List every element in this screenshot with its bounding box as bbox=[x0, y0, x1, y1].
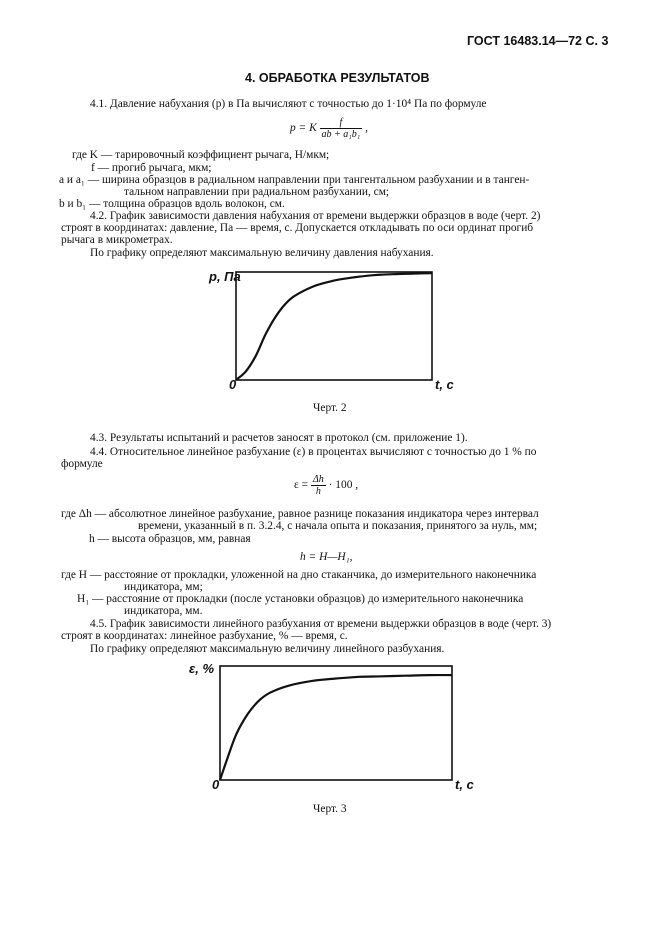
definition-k: где K — тарировочный коэффициент рычага, Н/мкм; bbox=[72, 149, 330, 161]
chart3-y-axis-label: ε, % bbox=[189, 661, 215, 676]
chart3-series-line-0 bbox=[220, 675, 452, 780]
definition-h: h — высота образцов, мм, равная bbox=[89, 533, 251, 545]
chart2-caption: Черт. 2 bbox=[313, 402, 347, 414]
definition-h1: H₁ — расстояние от прокладки (после установки образцов) до измерительного наконечника bbox=[77, 593, 524, 605]
paragraph-4-5-note: По графику определяют максимальную величину линейного разбухания. bbox=[90, 643, 445, 655]
formula-lhs: p = K bbox=[290, 122, 317, 135]
chart3-x-axis-label: t, с bbox=[455, 777, 474, 792]
definition-h1-cont: индикатора, мм. bbox=[124, 605, 203, 617]
paragraph-4-1: 4.1. Давление набухания (p) в Па вычисляют с точностью до 1·10⁴ Па по формуле bbox=[90, 98, 487, 110]
definition-delta-h-cont: времени, указанный в п. 3.2.4, с начала опыта и показания, принятого за нуль, мм; bbox=[138, 520, 538, 532]
paragraph-4-2-line2: строят в координатах: давление, Па — время, с. Допускается откладывать по оси ординат прогиб bbox=[61, 222, 534, 234]
section-title: 4. ОБРАБОТКА РЕЗУЛЬТАТОВ bbox=[245, 71, 430, 85]
formula2-tail: · 100 , bbox=[328, 479, 359, 492]
chart3-origin-label: 0 bbox=[212, 777, 220, 792]
formula-tail: , bbox=[365, 122, 368, 135]
definition-f: f — прогиб рычага, мкм; bbox=[91, 162, 212, 174]
formula2-denominator: h bbox=[315, 486, 321, 497]
chart2-origin-label: 0 bbox=[229, 377, 237, 392]
paragraph-4-4-line1: 4.4. Относительное линейное разбухание (ε) в процентах вычисляют с точностью до 1 % по bbox=[90, 446, 537, 458]
definition-big-h: где H — расстояние от прокладки, уложенной на дно стаканчика, до измерительного наконечника bbox=[61, 569, 537, 581]
paragraph-4-2-line3: рычага в микрометрах. bbox=[61, 234, 173, 246]
paragraph-4-4-line2: формуле bbox=[61, 458, 103, 470]
definition-big-h-cont: индикатора, мм; bbox=[124, 581, 203, 593]
formula2-lhs: ε = bbox=[294, 479, 309, 492]
paragraph-4-5-line1: 4.5. График зависимости линейного разбухания от времени выдержки образцов в воде (черт. 3) bbox=[90, 618, 552, 630]
definition-a: a и a₁ — ширина образцов в радиальном направлении при тангентальном разбухании и в танген- bbox=[59, 174, 530, 186]
definition-delta-h: где Δh — абсолютное линейное разбухание, равное разнице показания индикатора через интервал bbox=[61, 508, 539, 520]
paragraph-4-3: 4.3. Результаты испытаний и расчетов заносят в протокол (см. приложение 1). bbox=[90, 432, 468, 444]
formula-h: h = H—H₁, bbox=[300, 551, 353, 563]
definition-b: b и b₁ — толщина образцов вдоль волокон, см. bbox=[59, 198, 285, 210]
chart3-caption: Черт. 3 bbox=[313, 803, 347, 815]
paragraph-4-2-note: По графику определяют максимальную величину давления набухания. bbox=[90, 247, 434, 259]
definition-a-cont: тальном направлении при радиальном разбухании, см; bbox=[124, 186, 390, 198]
formula-denominator: ab + a₁b₁ bbox=[321, 129, 361, 140]
document-id: ГОСТ 16483.14—72 С. 3 bbox=[467, 34, 609, 48]
chart2-x-axis-label: t, с bbox=[435, 377, 454, 392]
chart3-frame bbox=[220, 666, 452, 780]
chart2-y-axis-label: p, Па bbox=[209, 269, 241, 284]
paragraph-4-5-line2: строят в координатах: линейное разбухание, % — время, с. bbox=[61, 630, 348, 642]
formula-numerator: f bbox=[320, 117, 363, 129]
paragraph-4-2-line1: 4.2. График зависимости давления набухания от времени выдержки образцов в воде (черт. 2) bbox=[90, 210, 541, 222]
formula2-numerator: Δh bbox=[312, 474, 324, 485]
